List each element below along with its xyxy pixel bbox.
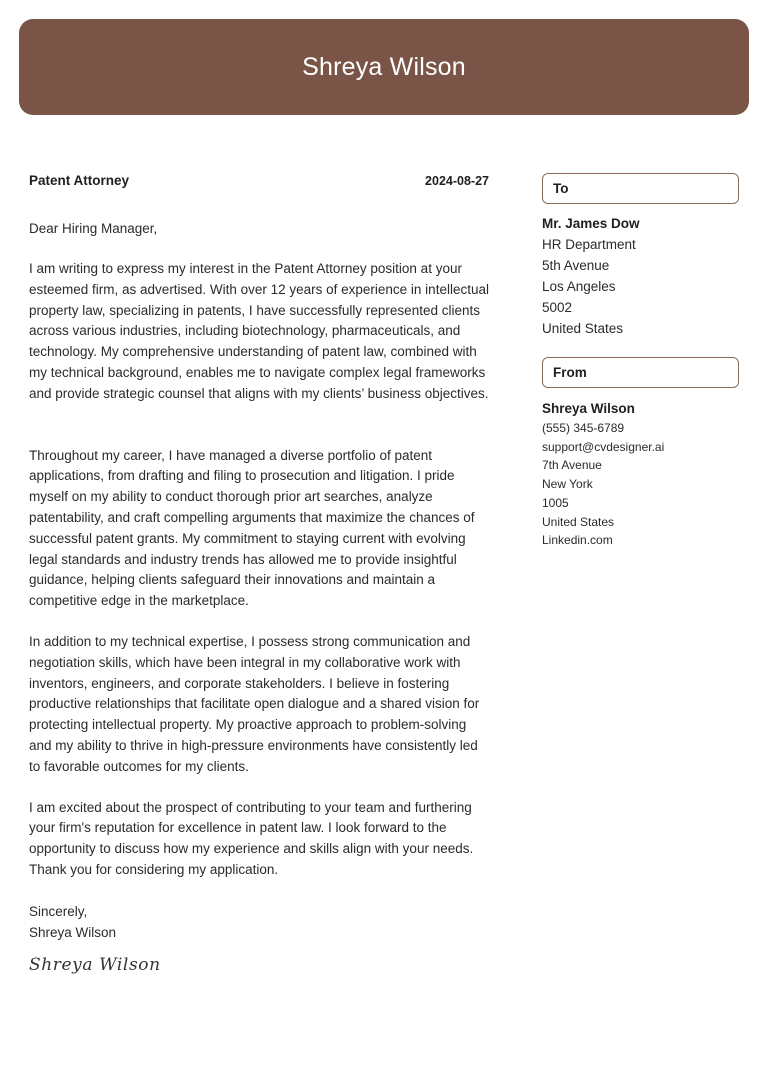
- applicant-name: Shreya Wilson: [302, 52, 466, 81]
- recipient-street: 5th Avenue: [542, 258, 610, 273]
- handwritten-signature: Shreya Wilson: [29, 954, 161, 975]
- sender-linkedin: Linkedin.com: [542, 533, 613, 548]
- to-label: To: [553, 181, 569, 196]
- recipient-department: HR Department: [542, 237, 636, 252]
- recipient-zip: 5002: [542, 300, 573, 315]
- letter-meta: [29, 173, 489, 188]
- job-position: Patent Attorney: [29, 173, 130, 188]
- paragraph-3: In addition to my technical expertise, I possess strong communication and negotiation skills, which have been integral in my collaborative work with inventors, engineers, and corporate stakeholders. I believe in fostering productive relationships that facilitate open dialogue and a shared vision for protecting intellectual property. My proactive approach to problem-solving and my ability to thrive in high-pressure environments have consistently led to favorable outcomes for my clients.: [29, 633, 480, 774]
- sender-section: [542, 357, 739, 550]
- from-label-box: [542, 357, 739, 388]
- sender-details: [542, 398, 739, 550]
- to-label-box: [542, 173, 739, 204]
- paragraph-4: I am excited about the prospect of contributing to your team and furthering your firm's reputation for excellence in patent law. I look forward to the opportunity to discuss how my experience and skills align with your needs. Thank you for considering my application.: [29, 799, 474, 877]
- recipient-city: Los Angeles: [542, 279, 616, 294]
- sender-phone: (555) 345-6789: [542, 421, 625, 435]
- salutation: Dear Hiring Manager,: [29, 221, 158, 236]
- closing-block: [29, 901, 489, 943]
- sender-name: Shreya Wilson: [542, 401, 635, 416]
- recipient-section: [542, 173, 739, 339]
- from-label: From: [553, 365, 587, 380]
- closing-name: Shreya Wilson: [29, 924, 117, 940]
- sender-country: United States: [542, 514, 615, 529]
- recipient-details: [542, 213, 739, 339]
- sender-city: New York: [542, 477, 593, 492]
- sender-zip: 1005: [542, 495, 569, 510]
- paragraph-1: I am writing to express my interest in the Patent Attorney position at your esteemed firm, as advertised. With over 12 years of experience in intellectual property law, specializing in patents, I have successfully represented clients across various industries, including biotechnology, pharmaceuticals, and technology. My comprehensive understanding of patent law, combined with my technical background, enables me to navigate complex legal frameworks and provide strategic counsel that aligns with my clients’ business objectives.: [29, 261, 489, 401]
- closing-phrase: Sincerely,: [29, 903, 88, 919]
- sender-email: support@cvdesigner.ai: [542, 439, 665, 454]
- letter-body: [29, 173, 489, 975]
- paragraph-2: Throughout my career, I have managed a diverse portfolio of patent applications, from drafting and filing to prosecution and litigation. I pride myself on my ability to conduct thorough prior art searches, analyze patentability, and craft compelling arguments that maximize the chances of successful patent grants. My commitment to staying current with evolving legal standards and industry trends has allowed me to provide insightful guidance, helping clients safeguard their innovations and maintain a competitive edge in the marketplace.: [29, 447, 475, 609]
- letter-date: 2024-08-27: [425, 174, 489, 188]
- header-banner: [19, 19, 749, 115]
- sender-street: 7th Avenue: [542, 458, 602, 473]
- recipient-country: United States: [542, 321, 624, 336]
- recipient-name: Mr. James Dow: [542, 216, 640, 231]
